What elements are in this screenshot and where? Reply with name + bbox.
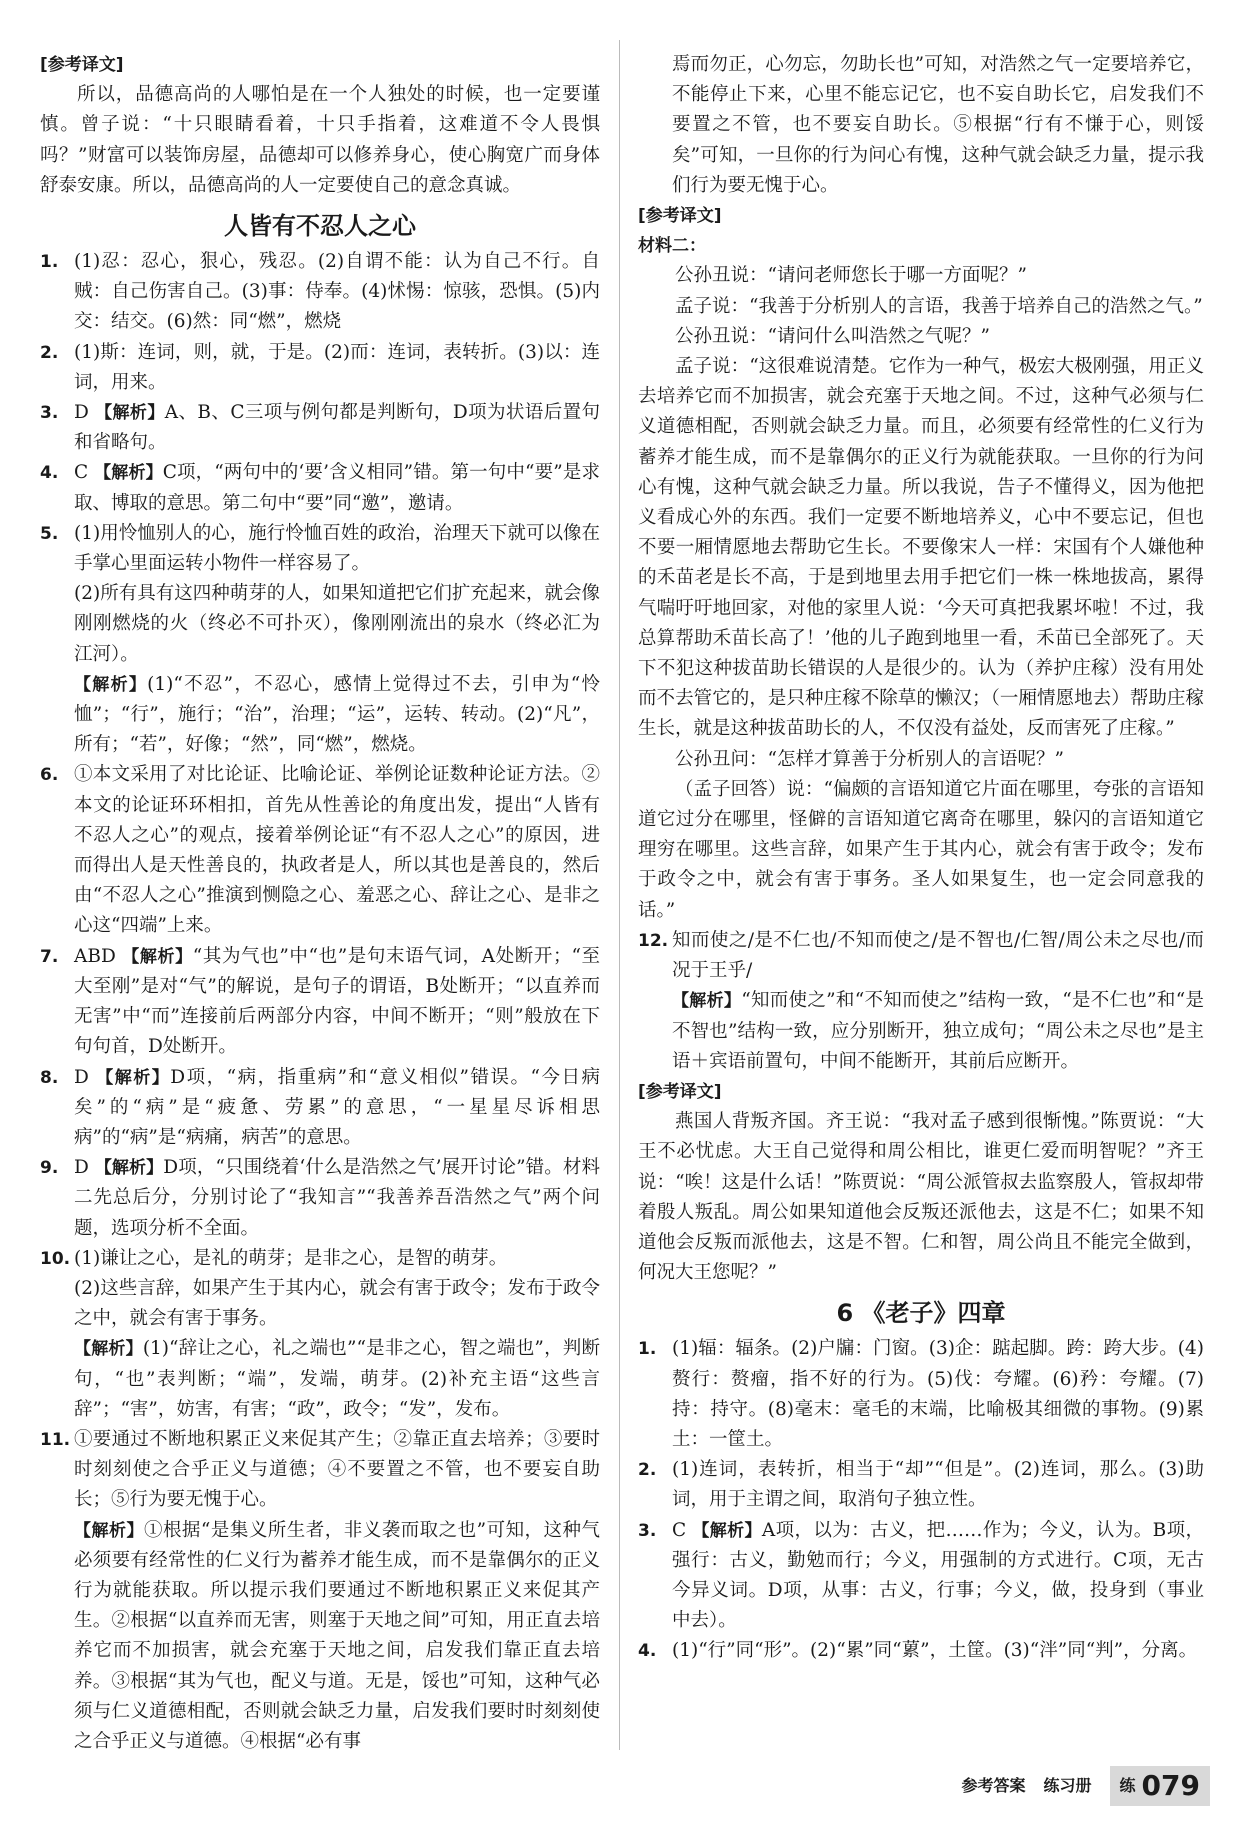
analysis-label: 【解析】 — [96, 1067, 171, 1088]
item-10-sub: (2)这些言辞，如果产生于其内心，就会有害于政令；发布于政令之中，就会有害于事务。 — [74, 1277, 600, 1330]
translation-paragraph: （孟子回答）说：“偏颇的言语知道它片面在哪里，夸张的言语知道它过分在哪里，怪僻的言语知道它离奇在哪里，躲闪的言语知道它理穷在哪里。这些言辞，如果产生于其内心，就会有害于政令；发布于政令之中，就会有害于事务。圣人如果复生，也一定会同意我的话。” — [638, 778, 1204, 921]
item-text: (1)用怜恤别人的心，施行怜恤百姓的政治，治理天下就可以像在手掌心里面运转小物件一样容易了。 — [74, 522, 600, 575]
item-text: (1)连词，表转折，相当于“却”“但是”。(2)连词，那么。(3)助词，用于主谓之间，取消句子独立性。 — [672, 1459, 1204, 1511]
page-footer — [962, 1766, 1211, 1806]
translation-paragraph: 公孙丑说：“请问老师您长于哪一方面呢？” — [675, 265, 1027, 287]
item-number: 8. — [40, 1067, 59, 1088]
item-5-analysis — [40, 670, 600, 761]
right-column — [638, 50, 1204, 1667]
item-text: ①本文采用了对比论证、比喻论证、举例论证数种论证方法。②本文的论证环环相扣，首先从性善论的角度出发，提出“人皆有不忍人之心”的观点，接着举例论证“有不忍人之心”的原因，进而得出人是天性善良的，执政者是人，所以其也是善良的，然后由“不忍人之心”推演到恻隐之心、羞恶之心、辞让之心、是非之心这“四端”上来。 — [74, 764, 600, 937]
analysis-text: (1)“不忍”，不忍心，感情上觉得过不去，引申为“怜恤”；“行”，施行；“治”，治理；“运”，运转、转动。(2)“凡”，所有；“若”，好像；“然”，同“燃”，燃烧。 — [74, 673, 600, 756]
item-11-analysis — [40, 1516, 600, 1758]
item-answer: ABD — [74, 945, 123, 967]
item-number: 1. — [638, 1339, 657, 1360]
item-text: “其为气也”中“也”是句末语气词，A处断开；“至大至刚”是对“气”的解说，是句子的谓语，B处断开；“以直养而无害”中“而”连接前后两部分内容，中间不断开；“则”般放在下句句首，D处断开。 — [74, 945, 601, 1058]
item-text: C项，“两句中的‘要’含义相同”错。第一句中“要”是求取、博取的意思。第二句中“要”同“邀”，邀请。 — [74, 462, 600, 514]
analysis-text: ①根据“是集义所生者，非义袭而取之也”可知，这种气必须要有经常性的仁义行为蓄养才能生成，而不是靠偶尔的正义行为就能获取。所以提示我们要通过不断地积累正义来促其产生。②根据“以直养而无害，则塞于天地之间”可知，用正直去培养它而不加损害，就会充塞于天地之间，启发我们靠正直去培养。③根据“其为气也，配义与道。无是，馁也”可知，这种气必须与仁义道德相配，否则就会缺乏力量，启发我们要时时刻刻使之合乎正义与道德。④根据“必有事 — [74, 1519, 601, 1752]
item-answer: C — [672, 1519, 693, 1541]
answer-item-4 — [638, 1636, 1204, 1666]
item-text: (1)“行”同“形”。(2)“累”同“蔂”，土筐。(3)“泮”同“判”，分离。 — [672, 1640, 1198, 1662]
answer-item-3 — [40, 398, 600, 458]
section-title: 6 《老子》四章 — [836, 1299, 1006, 1328]
answer-item-12 — [638, 926, 1204, 986]
item-11-analysis-continued: 焉而勿正，心勿忘，勿助长也”可知，对浩然之气一定要培养它，不能停止下来，心里不能忘记它，也不妄自助长它，启发我们不要置之不管，也不要妄自助长。⑤根据“行有不慊于心，则馁矣”可知，一旦你的行为问心有愧，这种气就会缺乏力量，提示我们行为要无愧于心。 — [672, 54, 1204, 196]
item-number: 9. — [40, 1158, 59, 1179]
answer-item-2 — [638, 1455, 1204, 1515]
translation-paragraph: 公孙丑说：“请问什么叫浩然之气呢？” — [675, 325, 990, 347]
answer-item-10 — [40, 1244, 600, 1274]
column-divider — [619, 40, 620, 1750]
analysis-label: 【解析】 — [122, 946, 193, 967]
answer-item-6 — [40, 760, 600, 941]
item-text: (1)谦让之心，是礼的萌芽；是非之心，是智的萌芽。 — [74, 1247, 508, 1269]
analysis-text: (1)“辞让之心，礼之端也”“是非之心，智之端也”，判断句，“也”表判断；“端”，发端，萌芽。(2)补充主语“这些言辞”；“害”，妨害，有害；“政”，政令；“发”，发布。 — [74, 1338, 600, 1420]
item-text: (1)斯：连词，则，就，于是。(2)而：连词，表转折。(3)以：连词，用来。 — [74, 341, 600, 393]
item-number: 7. — [40, 946, 59, 967]
analysis-label: 【解析】 — [74, 674, 148, 695]
item-number: 1. — [40, 252, 59, 273]
item-text: D项，“只围绕着‘什么是浩然之气’展开讨论”错。材料二先总后分，分别讨论了“我知言”“我善养吾浩然之气”两个问题，选项分析不全面。 — [74, 1157, 600, 1239]
ref-translation-text: 所以，品德高尚的人哪怕是在一个人独处的时候，也一定要谨慎。曾子说：“十只眼睛看着，十只手指着，这难道不令人畏惧吗？”财富可以装饰房屋，品德却可以修养身心，使心胸宽广而身体舒泰安康。所以，品德高尚的人一定要使自己的意念真诚。 — [40, 84, 600, 196]
item-number: 2. — [40, 342, 59, 363]
translation-paragraph: 孟子说：“这很难说清楚。它作为一种气，极宏大极刚强，用正义去培养它而不加损害，就会充塞于天地之间。不过，这种气必须与仁义道德相配，否则就会缺乏力量。而且，必须要有经常性的仁义行为蓄养才能生成，而不是靠偶尔的正义行为就能获取。一旦你的行为问心有愧，这种气就会缺乏力量。所以我说，告子不懂得义，因为他把义看成心外的东西。我们一定要不断地培养义，心中不要忘记，但也不要一厢情愿地去帮助它生长。不要像宋人一样：宋国有个人嫌他种的禾苗老是长不高，于是到地里去用手把它们一株一株地拔高，累得气喘吁吁地回家，对他的家里人说：‘今天可真把我累坏啦！不过，我总算帮助禾苗长高了！’他的儿子跑到地里一看，禾苗已全部死了。天下不犯这种拔苗助长错误的人是很少的。认为（养护庄稼）没有用处而不去管它的，是只种庄稼不除草的懒汉；（一厢情愿地去）帮助庄稼生长，就是这种拔苗助长的人，不仅没有益处，反而害死了庄稼。” — [638, 356, 1204, 740]
translation-paragraph: 燕国人背叛齐国。齐王说：“我对孟子感到很惭愧。”陈贾说：“大王不必忧虑。大王自己觉得和周公相比，谁更仁爱而明智呢？”齐王说：“唉！这是什么话！”陈贾说：“周公派管叔去监察殷人，管叔却带着殷人叛乱。周公如果知道他会反叛还派他去，这是不仁；如果不知道他会反叛而派他去，这是不智。仁和智，周公尚且不能完全做到，何况大王您呢？” — [638, 1111, 1204, 1284]
item-answer: D — [74, 402, 96, 424]
footer-label-workbook: 练习册 — [1043, 1775, 1092, 1795]
item-answer: D — [74, 1157, 95, 1179]
answer-item-11 — [40, 1425, 600, 1516]
item-number: 2. — [638, 1460, 657, 1481]
footer-lian-label: 练 — [1119, 1775, 1136, 1795]
material-two-label: 材料二： — [638, 236, 706, 257]
analysis-text: “知而使之”和“不知而使之”结构一致，“是不仁也”和“是不智也”结构一致，应分别断开，独立成句；“周公未之尽也”是主语＋宾语前置句，中间不能断开，其前后应断开。 — [672, 990, 1204, 1072]
answer-item-8 — [40, 1063, 600, 1154]
answer-item-5 — [40, 519, 600, 579]
analysis-label: 【解析】 — [95, 403, 165, 424]
answer-item-7 — [40, 942, 600, 1063]
item-text: (1)辐：辐条。(2)户牖：门窗。(3)企：踮起脚。跨：跨大步。(4)赘行：赘瘤，指不好的行为。(5)伐：夸耀。(6)矜：夸耀。(7)持：持守。(8)毫末：毫毛的末端，比喻极其细微的事物。(9)累土：一筐土。 — [672, 1338, 1204, 1450]
item-10-analysis — [40, 1334, 600, 1425]
item-answer: D — [74, 1066, 97, 1088]
analysis-label: 【解析】 — [672, 991, 742, 1012]
item-text: A项，以为：古义，把……作为；今义，认为。B项，强行：古义，勤勉而行；今义，用强制的方式进行。C项，无古今异义词。D项，从事：古义，行事；今义，做，投身到（事业中去）。 — [672, 1519, 1204, 1632]
answer-item-1 — [638, 1334, 1204, 1455]
item-number: 12. — [638, 930, 669, 951]
answer-item-2 — [40, 338, 600, 398]
item-text: A、B、C三项与例句都是判断句，D项为状语后置句和省略句。 — [74, 402, 600, 454]
analysis-label: 【解析】 — [74, 1520, 144, 1541]
item-number: 11. — [40, 1429, 71, 1450]
section-title: 人皆有不忍人之心 — [224, 212, 416, 241]
item-number: 3. — [40, 403, 59, 424]
ref-translation-heading: [参考译文] — [638, 206, 722, 227]
footer-label-answers: 参考答案 — [961, 1775, 1026, 1795]
item-number: 10. — [40, 1248, 71, 1269]
analysis-label: 【解析】 — [692, 1520, 762, 1541]
page-number-box — [1110, 1766, 1210, 1806]
ref-translation-heading: [参考译文] — [40, 55, 124, 75]
translation-paragraph: 孟子说：“我善于分析别人的言语，我善于培养自己的浩然之气。” — [675, 295, 1203, 317]
item-answer: C — [74, 462, 95, 484]
item-number: 4. — [40, 463, 59, 484]
item-text: ①要通过不断地积累正义来促其产生；②靠正直去培养；③要时时刻刻使之合乎正义与道德；④不要置之不管，也不要妄自助长；⑤行为要无愧于心。 — [74, 1428, 600, 1511]
answer-item-3 — [638, 1516, 1204, 1637]
analysis-label: 【解析】 — [94, 1158, 164, 1179]
item-5-sub: (2)所有具有这四种萌芽的人，如果知道把它们扩充起来，就会像刚刚燃烧的火（终必不可扑灭），像刚刚流出的泉水（终必汇为江河）。 — [74, 583, 600, 665]
item-text: D项，“病，指重病”和“意义相似”错误。“今日病矣”的“病”是“疲惫、劳累”的意思，“一星星尽诉相思病”的“病”是“病痛，病苦”的意思。 — [74, 1066, 601, 1148]
answer-item-1 — [40, 247, 600, 338]
ref-translation-heading: [参考译文] — [638, 1081, 722, 1102]
item-text: (1)忍：忍心，狠心，残忍。(2)自谓不能：认为自己不行。自贼：自己伤害自己。(3)事：侍奉。(4)怵惕：惊骇，恐惧。(5)内交：结交。(6)然：同“燃”，燃烧 — [74, 251, 600, 333]
left-column — [40, 50, 600, 1757]
translation-paragraph: 公孙丑问：“怎样才算善于分析别人的言语呢？” — [675, 748, 1064, 770]
item-text: 知而使之/是不仁也/不知而使之/是不智也/仁智/周公未之尽也/而况于王乎/ — [672, 929, 1204, 982]
analysis-label: 【解析】 — [94, 463, 163, 484]
answer-item-4 — [40, 458, 600, 518]
item-number: 5. — [40, 523, 59, 544]
item-number: 3. — [638, 1520, 657, 1541]
item-number: 4. — [638, 1641, 657, 1662]
answer-item-9 — [40, 1153, 600, 1244]
page-number: 079 — [1141, 1769, 1200, 1802]
item-12-analysis — [638, 986, 1204, 1077]
analysis-label: 【解析】 — [74, 1339, 143, 1360]
item-number: 6. — [40, 765, 59, 786]
